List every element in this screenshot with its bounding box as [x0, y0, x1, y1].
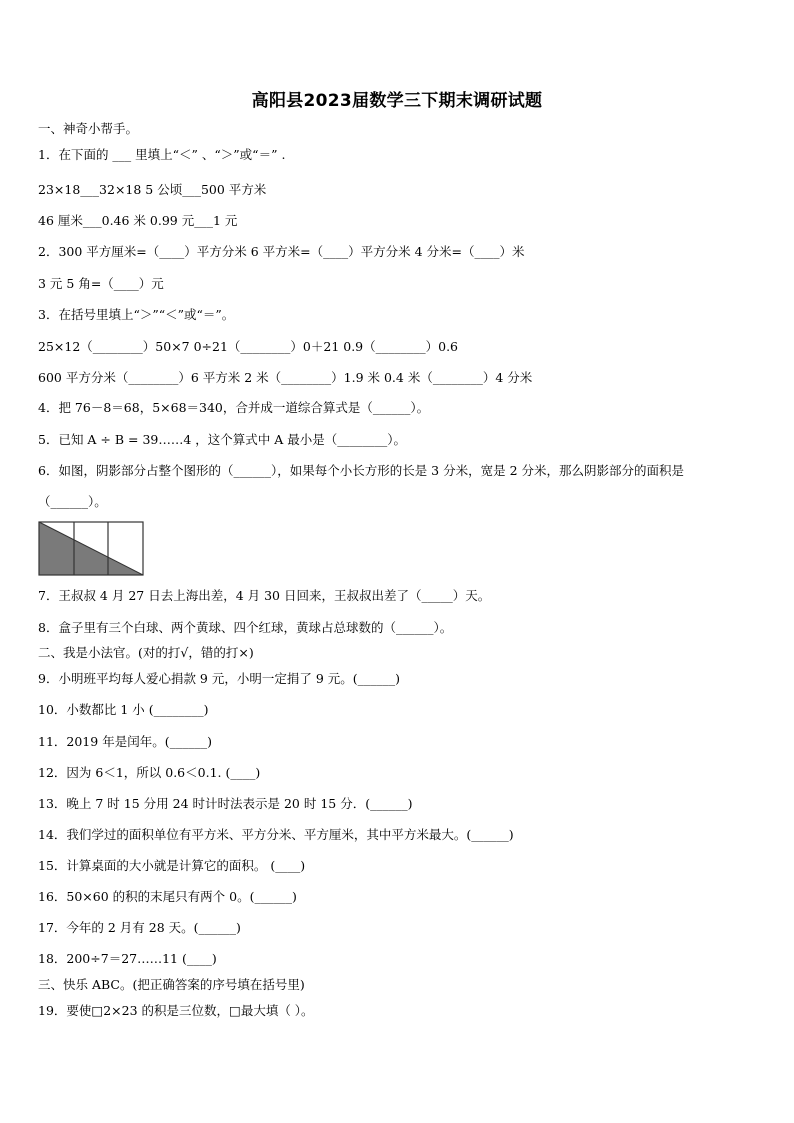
question-line: 14．我们学过的面积单位有平方米、平方分米、平方厘米，其中平方米最大。(______) — [38, 827, 514, 842]
question-line: 10．小数都比 1 小 (________) — [38, 702, 209, 717]
question-line: 9．小明班平均每人爱心捐款 9 元，小明一定捐了 9 元。(______) — [38, 671, 401, 686]
question-line: 600 平方分米（________）6 平方米 2 米（________）1.9 米 0.4 米（________）4 分米 — [38, 370, 533, 385]
question-line: 一、神奇小帮手。 — [38, 121, 139, 136]
question-line: 3．在括号里填上“＞”“＜”或“＝”。 — [38, 307, 235, 322]
question-line: 5．已知 A ÷ B = 39……4 ，这个算式中 A 最小是（________）。 — [38, 432, 407, 447]
question-line: 7．王叔叔 4 月 27 日去上海出差，4 月 30 日回来，王叔叔出差了（_____）天。 — [38, 588, 491, 603]
question-line: 16．50×60 的积的末尾只有两个 0。(______) — [38, 889, 297, 904]
question-line: 三、快乐 ABC。(把正确答案的序号填在括号里) — [38, 977, 305, 992]
question-line: 二、我是小法官。(对的打√，错的打×) — [38, 645, 254, 660]
question-line: 17．今年的 2 月有 28 天。(______) — [38, 920, 241, 935]
question-line: 11．2019 年是闰年。(______) — [38, 734, 212, 749]
rectangle-diagram — [38, 521, 146, 577]
page-title: 高阳县2023届数学三下期末调研试题 — [251, 91, 543, 111]
question-line: 13．晚上 7 时 15 分用 24 时计时法表示是 20 时 15 分．(______) — [38, 796, 413, 811]
question-line: 15．计算桌面的大小就是计算它的面积。 (____) — [38, 858, 306, 873]
question-line: 18．200÷7＝27……11 (____) — [38, 951, 217, 966]
question-line: 19．要使□2×23 的积是三位数，□最大填（ ）。 — [38, 1003, 314, 1018]
question-line: 1．在下面的 ___ 里填上“＜” 、“＞”或“＝” . — [38, 147, 286, 162]
shaded-triangle-figure — [38, 521, 146, 581]
question-line: 46 厘米___0.46 米 0.99 元___1 元 — [38, 213, 238, 228]
question-line: 4．把 76－8＝68，5×68＝340，合并成一道综合算式是（______）。 — [38, 400, 430, 415]
question-line: 23×18___32×18 5 公顷___500 平方米 — [38, 182, 267, 197]
question-line: 6．如图，阴影部分占整个图形的（______），如果每个小长方形的长是 3 分米，宽是 2 分米，那么阴影部分的面积是 — [38, 463, 685, 478]
question-line: 3 元 5 角=（____）元 — [38, 276, 164, 291]
question-line: 2．300 平方厘米=（____）平方分米 6 平方米=（____）平方分米 4 分米=（____）米 — [38, 244, 525, 259]
question-line: （______）。 — [38, 494, 107, 509]
question-line: 12．因为 6＜1，所以 0.6＜0.1. (____) — [38, 765, 261, 780]
question-line: 8．盒子里有三个白球、两个黄球、四个红球，黄球占总球数的（______）。 — [38, 620, 453, 635]
question-line: 25×12（________）50×7 0÷21（________）0＋21 0.9（________）0.6 — [38, 339, 459, 354]
